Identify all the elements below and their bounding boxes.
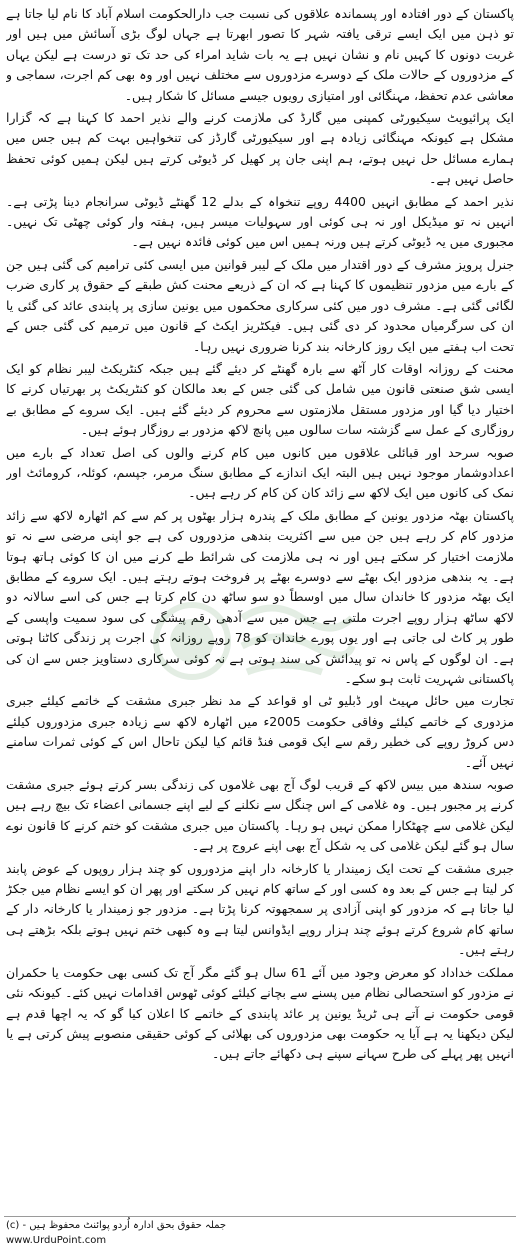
- article-paragraph: صوبہ سرحد اور قبائلی علاقوں میں کانوں میں کام کرنے والوں کی اصل تعداد کے بارے میں اعدادوشمار موجود نہیں ہیں البتہ ایک اندازے کے مطابق سنگ مرمر، جپسم، کوئلہ، کرومائٹ اور نمک کی کانوں میں ایک لاکھ سے زائد کان کن کام کر رہے ہیں۔: [6, 444, 514, 501]
- article-body: [6, 4, 514, 1214]
- copyright-notice: (c) - جملہ حقوق بحق ادارہ اُردو پوائنٹ محفوظ ہیں: [6, 1220, 227, 1231]
- article-paragraph: محنت کے روزانہ اوقات کار آٹھ سے بارہ گھنٹے کر دیئے گئے ہیں جبکہ کنٹریکٹ لیبر نظام کو ایک ایسی شق صنعتی قانون میں شامل کی گئی جس کے بعد مالکان کو کنٹریکٹ پر بھرتیاں کرنے کا اختیار دیا گیا اور مزدور مستقل ملازمتوں سے محروم کر دیئے گئے ہیں۔ ایک سروے کے مطابق بے روزگاری کے عمل سے گزشتہ سات سالوں میں پانچ لاکھ مزدور بے روزگار ہوئے ہیں۔: [6, 360, 514, 438]
- article-paragraph: جبری مشقت کے تحت ایک زمیندار یا کارخانہ دار اپنے مزدوروں کو چند ہزار روپوں کے عوض پابند کر لیتا ہے جس کے بعد وہ کسی اور کے ساتھ کام نہیں کر سکتے اور پھر ان کو ایسے نظام میں جکڑ لیا جاتا ہے کہ مزدور کو اپنی آزادی پر سمجھوتہ کرنا پڑتا ہے۔ مزدور جو زمیندار یا کارخانہ دار کے ساتھ کام شروع کرتے ہوئے چند ہزار روپے ایڈوانس لیتا ہے وہ کبھی ختم نہیں ہوتے بلکہ بڑھتے ہی رہتے ہیں۔: [6, 860, 514, 958]
- site-link[interactable]: www.UrduPoint.com: [6, 1235, 107, 1246]
- article-paragraph: تجارت میں حائل مہیٹ اور ڈبلیو ٹی او قواعد کے مد نظر جبری مشقت کے خاتمے کیلئے جبری مزدوری کے خاتمے کیلئے وفاقی حکومت 2005ء میں اٹھارہ لاکھ سے زیادہ جبری مزدوروں کیلئے دس کروڑ روپے کی خطیر رقم سے ایک قومی فنڈ قائم کیا لیکن تاحال اس کے کوئی ثمرات سامنے نہیں آئے۔: [6, 693, 514, 770]
- article-paragraph: نذیر احمد کے مطابق انہیں 4400 روپے تنخواہ کے بدلے 12 گھنٹے ڈیوٹی سرانجام دینا پڑتی ہے۔ انہیں نہ تو میڈیکل اور نہ ہی کوئی اور سہولیات میسر ہیں، ہفتہ وار کوئی چھٹی تک نہیں۔ مجبوری میں یہ ڈیوٹی کرتے ہیں ورنہ ہمیں اس میں کوئی فائدہ نہیں ہے۔: [6, 193, 514, 250]
- page-footer: [0, 1214, 520, 1251]
- footer-divider: [4, 1216, 516, 1217]
- article-paragraph: پاکستان کے دور افتادہ اور پسماندہ علاقوں کی نسبت جب دارالحکومت اسلام آباد کا نام لیا جاتا ہے تو ذہن میں ایک ایسے ترقی یافتہ شہر کا تصور ابھرتا ہے جہاں لوگ بڑی آسائش میں ہیں اور غربت دونوں کا کہیں نام و نشان نہیں ہے یہ بات شاید امراء کی حد تک تو درست ہے لیکن یہاں کے مزدوروں کے حالات ملک کے دوسرے مزدوروں سے مختلف نہیں اور وہ بھی کم اجرت، سماجی و معاشی عدم تحفظ، مہنگائی اور امتیازی رویوں جیسے مسائل کا شکار ہیں۔: [6, 6, 514, 103]
- article-paragraph: مملکت خداداد کو معرض وجود میں آئے 61 سال ہو گئے مگر آج تک کسی بھی حکومت یا حکمران نے مزدور کو استحصالی نظام میں پسنے سے بچانے کیلئے کوئی ٹھوس اقدامات نہیں کئے۔ کیونکہ نئی قومی حکومت نے آتے ہی ٹریڈ یونین پر عائد پابندی کے خاتمے کا اعلان کیا گو کہ یہ اچھا قدم ہے لیکن دیکھنا یہ ہے آیا یہ حکومت بھی مزدوروں کی بھلائی کے کوئی حقیقی منصوبے پیش کرتی ہے یا انہیں پھر پہلے کی طرح سہانے سپنے ہی دکھائے جاتے ہیں۔: [6, 964, 514, 1062]
- article-paragraph: صوبہ سندھ میں بیس لاکھ کے قریب لوگ آج بھی غلاموں کی زندگی بسر کرتے ہوئے جبری مشقت کرنے پر مجبور ہیں۔ وہ غلامی کے اس چنگل سے نکلنے کے لیے اپنے جسمانی اعضاء تک بیچ رہے ہیں لیکن غلامی سے چھٹکارا ممکن نہیں ہو رہا۔ پاکستان میں جبری مشقت کو ختم کرنے کا قانون نوے سال ہو گئے لیکن غلامی کی یہ شکل آج بھی اپنے عروج پر ہے۔: [6, 777, 514, 854]
- article-paragraph: ایک پرائیویٹ سیکیورٹی کمپنی میں گارڈ کی ملازمت کرنے والے نذیر احمد کا کہنا ہے کہ گزارا مشکل ہے کیونکہ مہنگائی زیادہ ہے اور سیکیورٹی گارڈز کی تنخواہیں بہت کم ہیں جس میں ہمارے مسائل حل نہیں ہوتے، ہم اپنی جان پر کھیل کر ڈیوٹی کرتے ہیں لیکن ہمیں کوئی تحفظ حاصل نہیں ہے۔: [6, 110, 514, 187]
- article-paragraph: جنرل پرویز مشرف کے دور اقتدار میں ملک کے لیبر قوانین میں ایسی کئی ترامیم کی گئی ہیں جن کے بارے میں مزدور تنظیموں کا کہنا ہے کہ ان کے ذریعے محنت کش طبقے کے حقوق پر کاری ضرب لگائی گئی ہے۔ مشرف دور میں کئی سرکاری محکموں میں یونین سازی پر پابندی عائد کی گئی یا ان کی سرگرمیاں محدود کر دی گئی ہیں۔ فیکٹریز ایکٹ کے قانون میں ترمیم کی گئی جس کے تحت اب ہفتے میں ایک روز کارخانہ بند کرنا ضروری نہیں رہا۔: [6, 256, 514, 354]
- article-paragraph: پاکستان بھٹہ مزدور یونین کے مطابق ملک کے پندرہ ہزار بھٹوں پر کم سے کم اٹھارہ لاکھ سے زائد مزدور کام کر رہے ہیں جن میں سے اکثریت بندھی مزدوروں کی ہے جو اپنی مرضی سے نہ تو ملازمت اختیار کر سکتے ہیں اور نہ ہی ملازمت کی شرائط طے کرنے میں ان کا کوئی ہاتھ ہوتا ہے۔ یہ بندھی مزدور ایک بھٹے سے دوسرے بھٹے پر فروخت ہوتے رہتے ہیں۔ ایک سروے کے مطابق ایک بھٹہ مزدور کا خاندان سال میں اوسطاً دو سو ساٹھ دن کام کرتا ہے جس کی اسے سالانہ دو لاکھ ساٹھ ہزار روپے اجرت ملتی ہے جس میں سے آدھی رقم پیشگی کی سود سمیت واپسی کے طور پر کاٹ لی جاتی ہے اور یوں پورے خاندان کو 78 روپے روزانہ کی اجرت پر زندگی کاٹنا ہوتی ہے۔ ان لوگوں کے پاس نہ تو پیدائش کی سند ہوتی ہے نہ کوئی سرکاری دستاویز جس سے ان کی پاکستانی شہریت ثابت ہو سکے۔: [6, 507, 514, 686]
